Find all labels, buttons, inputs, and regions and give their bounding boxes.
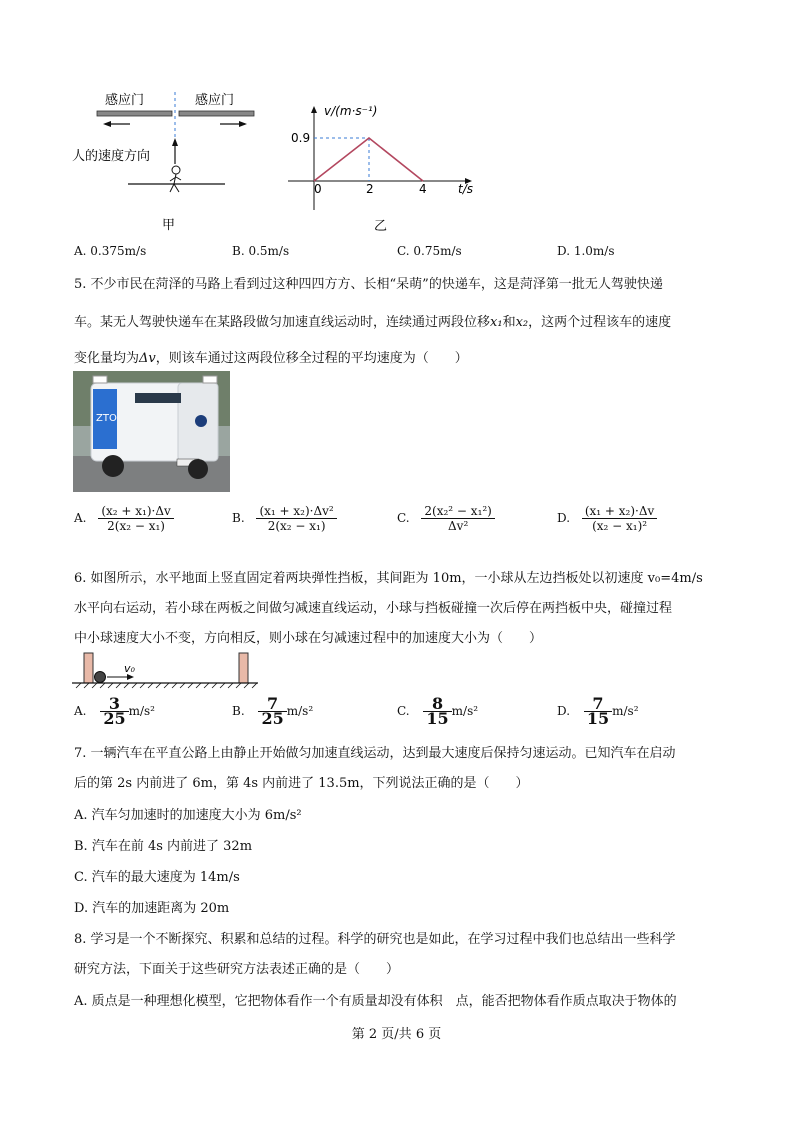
q6-option-d-numerator: 7	[584, 697, 612, 712]
q5-line-3-text: 变化量均为	[74, 351, 140, 366]
v0-label: v₀	[124, 662, 135, 675]
q5-option-a-label: A.	[74, 511, 87, 525]
q7-line-1: 7. 一辆汽车在平直公路上由静止开始做匀加速直线运动，达到最大速度后保持匀速运动。已知汽车在启动	[74, 746, 676, 761]
q5-option-b-numerator: (x₁ + x₂)·Δv²	[256, 504, 336, 519]
q6-option-b-unit: m/s²	[286, 704, 314, 718]
q5-option-b[interactable]	[232, 504, 337, 533]
q5-option-c-numerator: 2(x₂² − x₁²)	[421, 504, 494, 519]
q5-line-2-and: 和	[502, 315, 516, 330]
q5-line-2	[74, 311, 671, 330]
velocity-arrow-head	[172, 138, 178, 146]
var-x1: x₁	[490, 315, 503, 330]
q5-option-c-denominator: Δv²	[448, 519, 469, 533]
q6-option-d-label: D.	[557, 704, 571, 718]
walking-person-icon	[170, 166, 181, 192]
q6-option-d-denominator: 15	[586, 709, 610, 728]
q5-option-a[interactable]	[74, 504, 174, 533]
q7-option-b[interactable]: B. 汽车在前 4s 内前进了 32m	[74, 839, 253, 854]
q5-option-a-denominator: 2(x₂ − x₁)	[107, 519, 165, 533]
left-arrow-head	[103, 121, 111, 127]
y-axis-label: v/(m·s⁻¹)	[324, 104, 378, 118]
q6-option-c-denominator: 15	[426, 709, 449, 728]
q7-line-2: 后的第 2s 内前进了 6m，第 4s 内前进了 13.5m，下列说法正确的是（ ）	[74, 776, 529, 791]
q7-option-a[interactable]: A. 汽车匀加速时的加速度大小为 6m/s²	[74, 808, 302, 823]
person-direction-label: 人的速度方向	[72, 149, 151, 164]
x-tick-label-2: 2	[366, 182, 374, 196]
q5-option-d-label: D.	[557, 511, 571, 525]
ground-hatching	[76, 683, 257, 688]
q7-option-d[interactable]: D. 汽车的加速距离为 20m	[74, 901, 230, 916]
q5-option-d-numerator: (x₁ + x₂)·Δv	[582, 504, 657, 519]
door-right	[179, 111, 254, 116]
y-axis-arrow	[311, 106, 317, 113]
q5-line-3	[74, 347, 468, 366]
q5-option-d[interactable]	[557, 504, 657, 533]
var-x2: x₂	[515, 315, 529, 330]
figure-yi-caption: 乙	[374, 219, 388, 234]
q5-option-b-label: B.	[232, 511, 245, 525]
q4-option-c[interactable]: C. 0.75m/s	[397, 244, 462, 258]
q5-option-a-numerator: (x₂ + x₁)·Δv	[98, 504, 173, 519]
q6-option-b[interactable]	[232, 694, 314, 728]
q6-line-3: 中小球速度大小不变，方向相反，则小球在匀减速过程中的加速度大小为（ ）	[74, 631, 543, 646]
q5-line-1: 5. 不少市民在菏泽的马路上看到过这种四四方方、长相“呆萌”的快递车，这是菏泽第一批无人驾驶快递	[74, 277, 663, 292]
q6-option-a-label: A.	[74, 704, 87, 718]
q6-option-d-unit: m/s²	[612, 704, 639, 718]
x-tick-label-4: 4	[419, 182, 427, 196]
figure-baffles-ball	[72, 650, 262, 692]
y-tick-label: 0.9	[291, 131, 311, 145]
delivery-vehicle-photo	[73, 371, 230, 492]
figure-jia	[70, 84, 270, 234]
q6-line-1: 6. 如图所示，水平地面上竖直固定着两块弹性挡板，其间距为 10m，一小球从左边挡板处以初速度 v₀=4m/s	[74, 571, 703, 586]
q8-line-2: 研究方法，下面关于这些研究方法表述正确的是（ ）	[74, 962, 400, 977]
q4-option-a[interactable]: A. 0.375m/s	[74, 244, 147, 258]
q6-option-c-unit: m/s²	[451, 704, 479, 718]
door-left-label: 感应门	[105, 93, 145, 108]
left-baffle	[84, 653, 93, 683]
right-baffle	[239, 653, 248, 683]
q4-option-d[interactable]: D. 1.0m/s	[557, 244, 615, 258]
page-footer: 第 2 页/共 6 页	[351, 1027, 442, 1042]
var-delta-v: Δv	[139, 351, 156, 366]
q6-line-2: 水平向右运动，若小球在两板之间做匀减速直线运动，小球与挡板碰撞一次后停在两挡板中央，碰撞过程	[74, 601, 673, 616]
x-tick-label-0: 0	[314, 182, 322, 196]
q6-option-a-numerator: 3	[100, 697, 128, 712]
q5-line-3-tail: ，则该车通过这两段位移全过程的平均速度为（ ）	[155, 351, 468, 366]
figure-yi-vt-graph	[288, 100, 488, 235]
q6-option-c[interactable]	[397, 694, 479, 728]
photo-logo: ZTO	[96, 413, 117, 424]
q6-option-d[interactable]	[557, 694, 639, 728]
q6-option-b-denominator: 25	[261, 709, 284, 728]
q6-option-c-label: C.	[397, 704, 410, 718]
q6-option-b-numerator: 7	[258, 697, 286, 712]
x-axis-label: t/s	[458, 182, 473, 196]
q5-line-2-text: 车。某无人驾驶快递车在某路段做匀加速直线运动时，连续通过两段位移	[74, 315, 491, 330]
door-right-label: 感应门	[195, 93, 235, 108]
q6-option-a-unit: m/s²	[128, 704, 155, 718]
q4-option-b[interactable]: B. 0.5m/s	[232, 244, 290, 258]
q6-option-b-label: B.	[232, 704, 245, 718]
q5-line-2-tail: ，这两个过程该车的速度	[528, 315, 672, 330]
q6-option-a[interactable]	[74, 694, 155, 728]
q7-option-c[interactable]: C. 汽车的最大速度为 14m/s	[74, 870, 240, 885]
q8-line-1: 8. 学习是一个不断探究、积累和总结的过程。科学的研究也是如此，在学习过程中我们也总结出一些科学	[74, 932, 676, 947]
q6-option-a-denominator: 25	[103, 709, 126, 728]
q5-option-c[interactable]	[397, 504, 495, 533]
q5-option-d-denominator: (x₂ − x₁)²	[592, 519, 648, 533]
q5-option-b-denominator: 2(x₂ − x₁)	[267, 519, 326, 533]
figure-jia-caption: 甲	[162, 218, 176, 233]
q6-option-c-numerator: 8	[423, 697, 451, 712]
q5-option-c-label: C.	[397, 511, 410, 525]
ball	[95, 672, 106, 683]
right-arrow-head	[239, 121, 247, 127]
door-left	[97, 111, 172, 116]
q8-option-a[interactable]: A. 质点是一种理想化模型，它把物体看作一个有质量却没有体积 点，能否把物体看作质点取决于物体的	[74, 994, 677, 1009]
